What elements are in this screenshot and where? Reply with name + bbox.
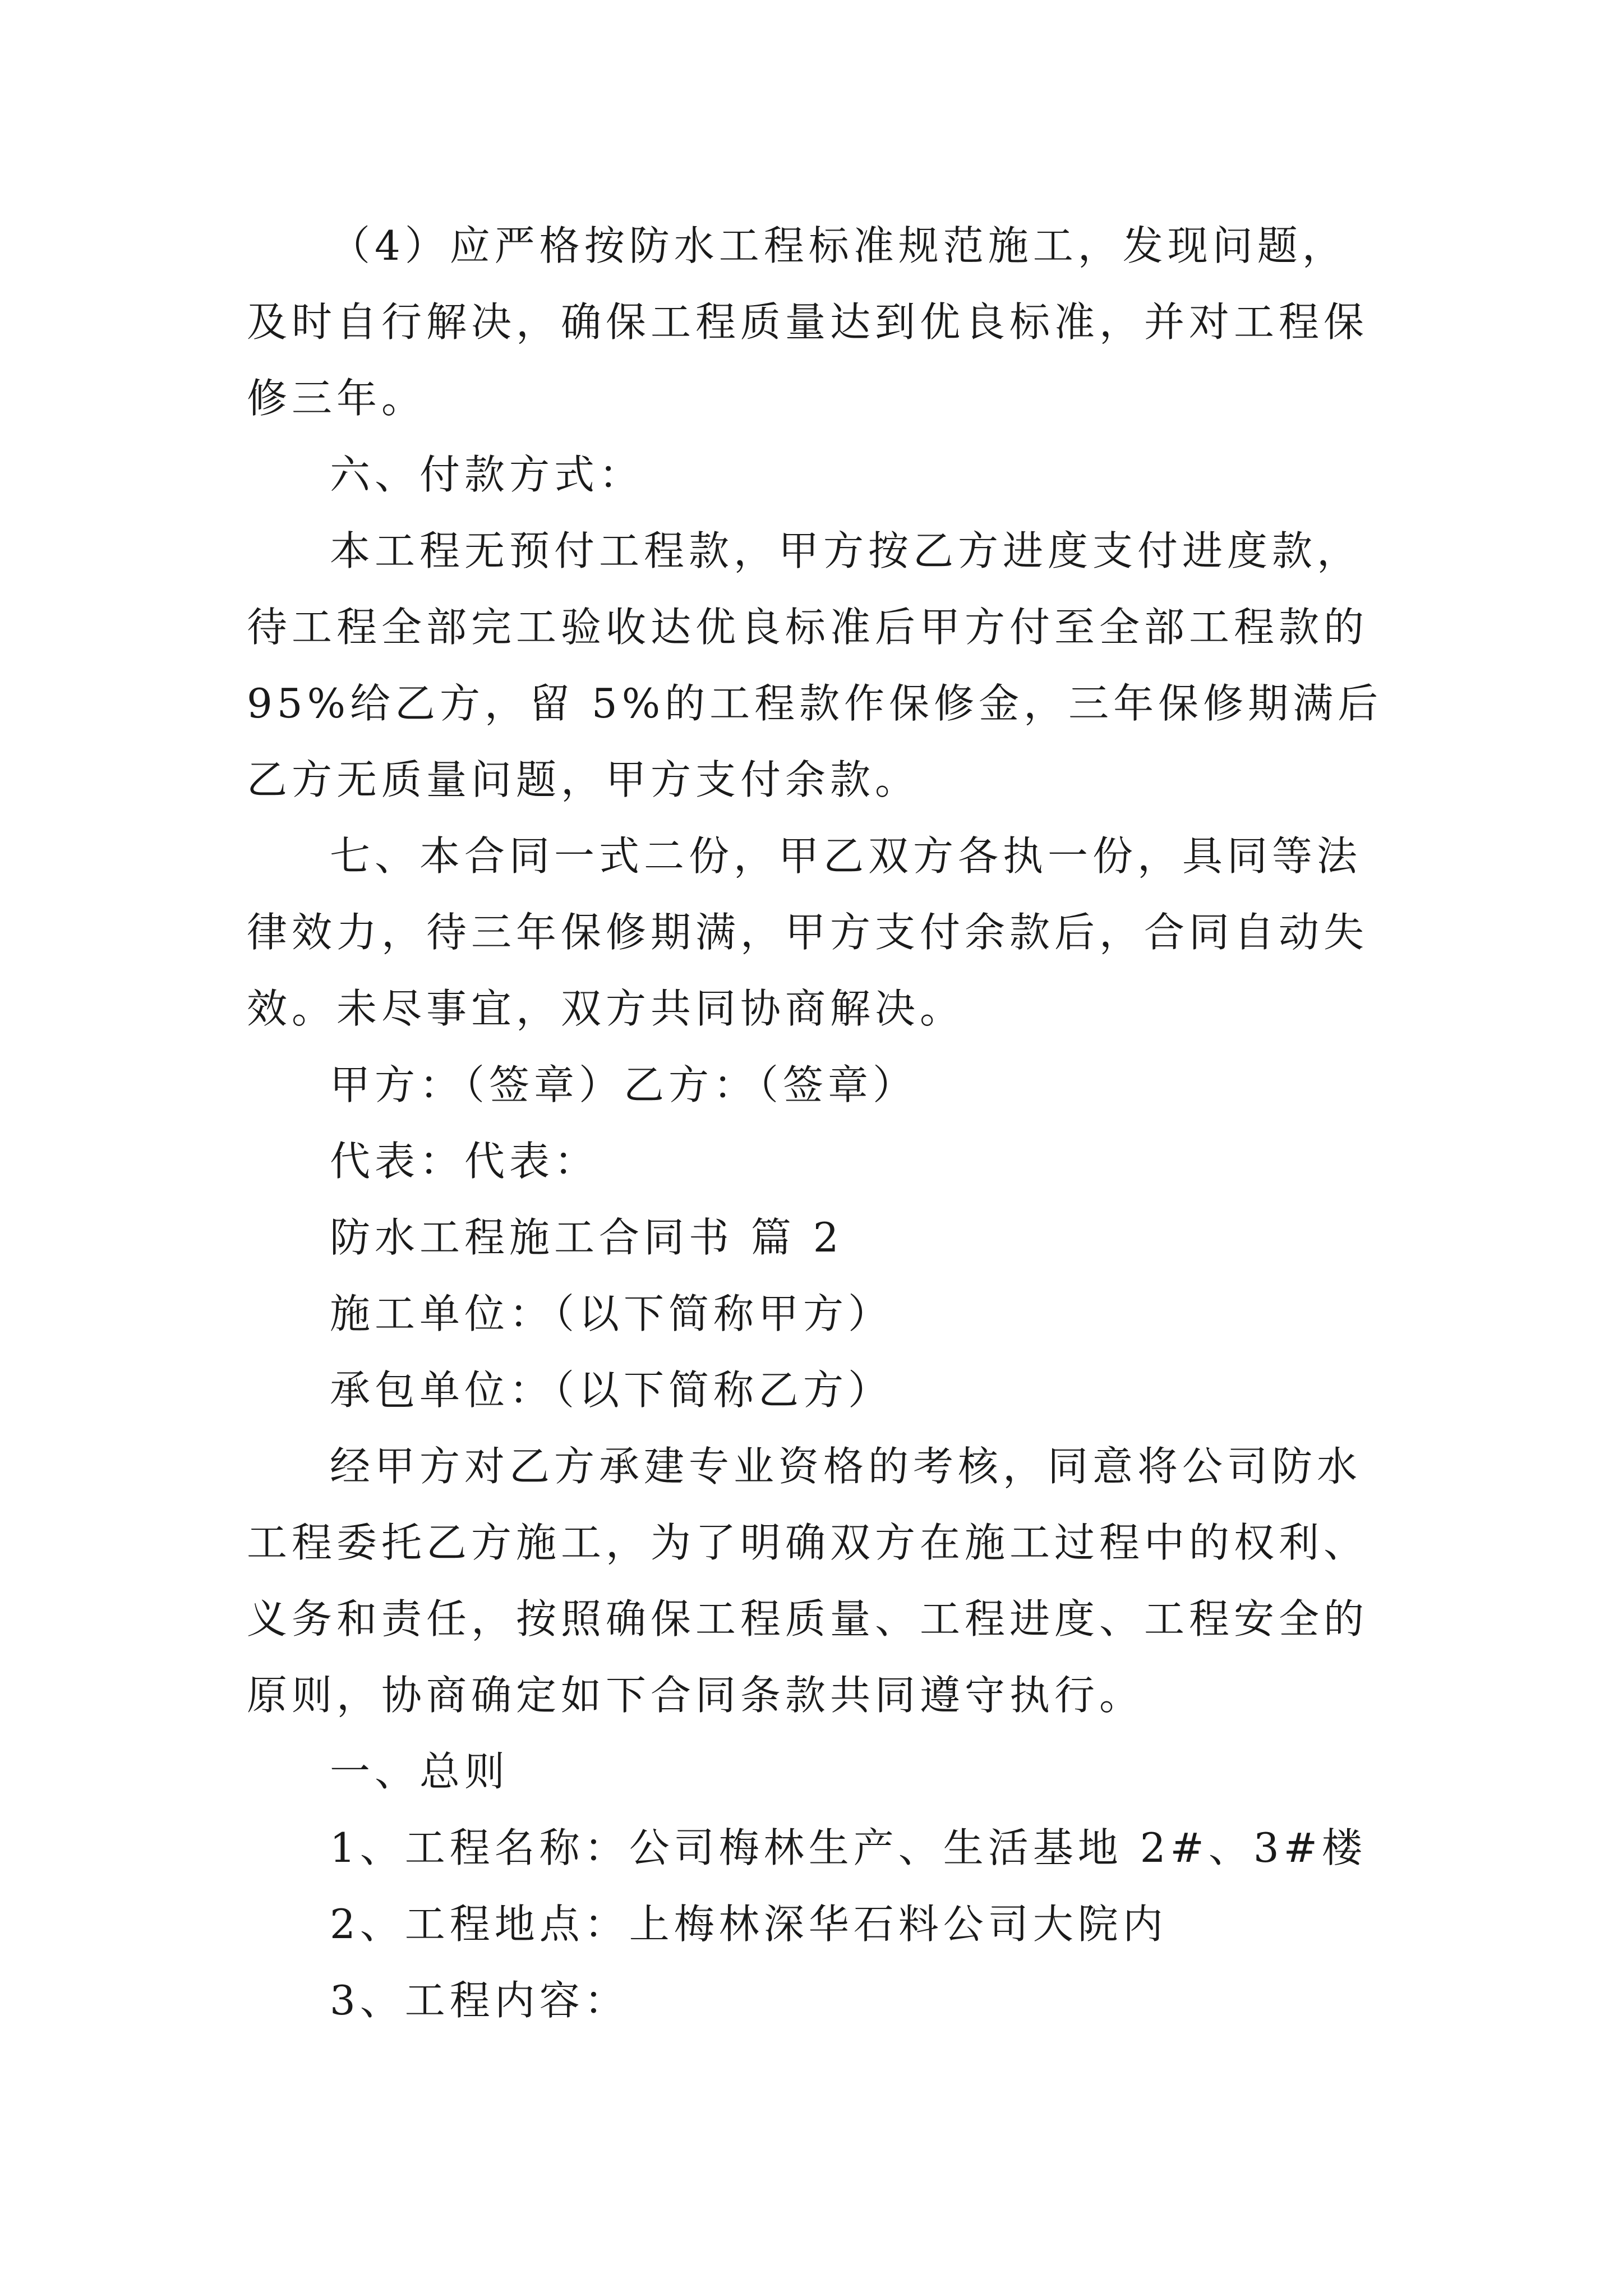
project-content-item: 3、工程内容： xyxy=(330,1977,629,2024)
party-b-unit: 承包单位：（以下简称乙方） xyxy=(330,1366,893,1414)
preamble-paragraph: 经甲方对乙方承建专业资格的考核，同意将公司防水工程委托乙方施工，为了明确双方在施工过程中的权利、义务和责任，按照确保工程质量、工程进度、工程安全的原则，协商确定如下合同条款共同遵守执行。 xyxy=(247,1443,1369,1719)
clause-4-paragraph: （4）应严格按防水工程标准规范施工，发现问题，及时自行解决，确保工程质量达到优良标准，并对工程保修三年。 xyxy=(247,222,1369,422)
signature-line: 甲方：（签章）乙方：（签章） xyxy=(330,1061,918,1108)
representative-line: 代表：代表： xyxy=(330,1138,600,1185)
party-a-unit: 施工单位：（以下简称甲方） xyxy=(330,1290,893,1337)
general-heading: 一、总则 xyxy=(330,1748,510,1795)
section-7-paragraph: 七、本合同一式二份，甲乙双方各执一份，具同等法律效力，待三年保修期满，甲方支付余款后，合同自动失效。未尽事宜，双方共同协商解决。 xyxy=(247,832,1369,1032)
payment-paragraph: 本工程无预付工程款，甲方按乙方进度支付进度款，待工程全部完工验收达优良标准后甲方付至全部工程款的 95%给乙方，留 5%的工程款作保修金，三年保修期满后乙方无质量问题，甲方支付余款。 xyxy=(247,527,1383,803)
section-6-heading: 六、付款方式： xyxy=(330,451,644,498)
contract-2-title: 防水工程施工合同书 篇 2 xyxy=(330,1214,843,1261)
document-body xyxy=(247,208,1385,2039)
project-location-item: 2、工程地点：上梅林深华石料公司大院内 xyxy=(330,1901,1168,1948)
project-name-item: 1、工程名称：公司梅林生产、生活基地 2#、3#楼 xyxy=(330,1824,1367,1871)
